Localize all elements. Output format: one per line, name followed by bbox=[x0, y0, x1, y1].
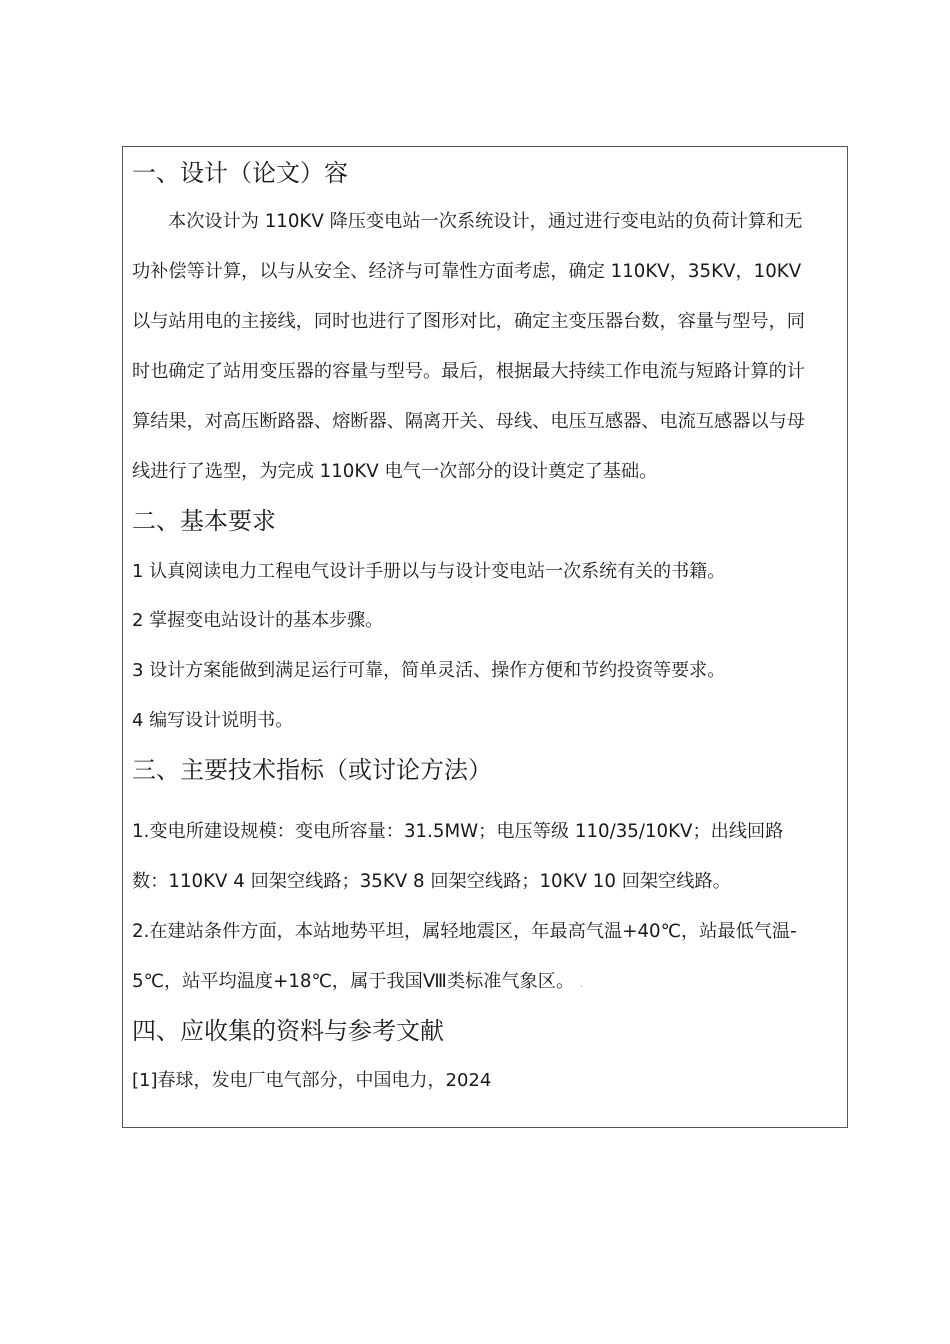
section-1-line: 以与站用电的主接线，同时也进行了图形对比，确定主变压器台数，容量与型号，同 bbox=[132, 311, 805, 332]
section-3-line: 1.变电所建设规模：变电所容量：31.5MW；电压等级 110/35/10KV；出线回路 bbox=[132, 821, 784, 842]
reference-item: [1]春球，发电厂电气部分，中国电力，2024 bbox=[132, 1070, 492, 1091]
section-1-line: 时也确定了站用变压器的容量与型号。最后，根据最大持续工作电流与短路计算的计 bbox=[132, 361, 805, 382]
section-3-line-text: 5℃，站平均温度+18℃，属于我国Ⅷ类标准气象区。 bbox=[132, 971, 575, 992]
trailing-mark: . bbox=[579, 979, 584, 990]
requirement-item: 2 掌握变电站设计的基本步骤。 bbox=[132, 610, 384, 631]
section-4-heading: 四、应收集的资料与参考文献 bbox=[132, 1017, 444, 1045]
section-2-heading: 二、基本要求 bbox=[132, 507, 276, 535]
section-1-line: 功补偿等计算，以与从安全、经济与可靠性方面考虑，确定 110KV，35KV，10KV bbox=[132, 261, 802, 282]
section-1-line: 算结果，对高压断路器、熔断器、隔离开关、母线、电压互感器、电流互感器以与母 bbox=[132, 411, 805, 432]
section-1-line: 线进行了选型，为完成 110KV 电气一次部分的设计奠定了基础。 bbox=[132, 461, 658, 482]
section-3-heading: 三、主要技术指标（或讨论方法） bbox=[132, 756, 492, 784]
section-1-line: 本次设计为 110KV 降压变电站一次系统设计，通过进行变电站的负荷计算和无 bbox=[168, 211, 803, 232]
section-3-line: 2.在建站条件方面，本站地势平坦，属轻地震区，年最高气温+40℃，站最低气温- bbox=[132, 921, 797, 942]
requirement-item: 1 认真阅读电力工程电气设计手册以与与设计变电站一次系统有关的书籍。 bbox=[132, 561, 726, 582]
section-1-heading: 一、设计（论文）容 bbox=[132, 159, 348, 187]
section-3-line: 数：110KV 4 回架空线路；35KV 8 回架空线路；10KV 10 回架空线路。 bbox=[132, 871, 731, 892]
section-3-line bbox=[132, 970, 583, 997]
requirement-item: 4 编写设计说明书。 bbox=[132, 710, 294, 731]
requirement-item: 3 设计方案能做到满足运行可靠，简单灵活、操作方便和节约投资等要求。 bbox=[132, 660, 726, 681]
